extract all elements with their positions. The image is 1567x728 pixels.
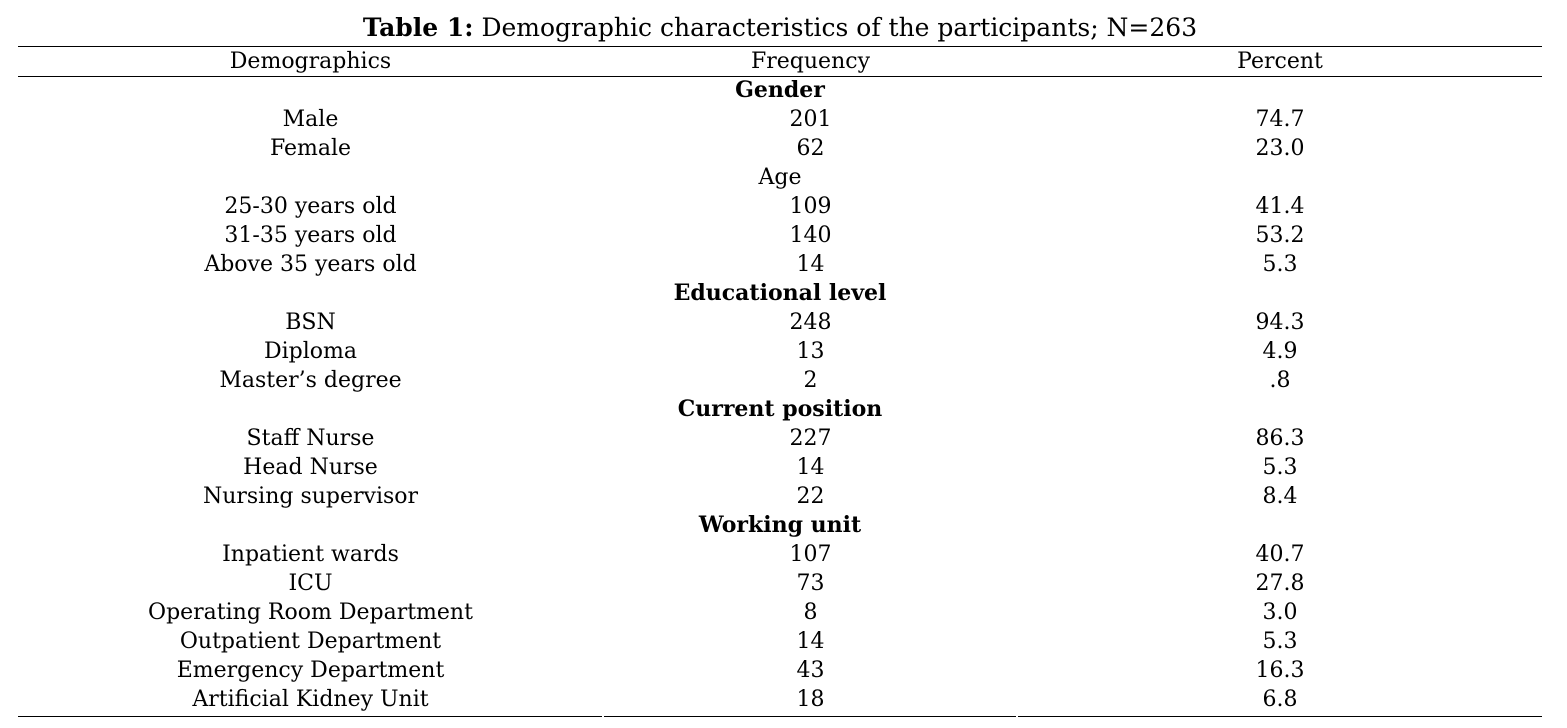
table-body — [18, 76, 1542, 714]
row-label: 31-35 years old — [224, 223, 397, 248]
bottom-rule-col3 — [1018, 716, 1542, 717]
group-title: Gender — [735, 77, 825, 103]
table-row — [18, 627, 1542, 656]
row-frequency: 109 — [789, 194, 832, 219]
row-percent: 8.4 — [1262, 484, 1298, 509]
row-percent: .8 — [1269, 368, 1291, 393]
row-frequency: 140 — [789, 223, 832, 248]
row-label: BSN — [285, 310, 336, 335]
row-label: Male — [282, 107, 339, 132]
row-percent: 5.3 — [1262, 455, 1298, 480]
row-percent: 86.3 — [1255, 426, 1305, 451]
group-title: Educational level — [673, 280, 887, 306]
row-frequency: 18 — [796, 687, 825, 712]
table-row — [18, 366, 1542, 395]
group-header-row — [18, 279, 1542, 308]
row-percent: 40.7 — [1255, 542, 1305, 567]
header-demographics: Demographics — [229, 49, 392, 74]
row-label: Artificial Kidney Unit — [192, 687, 429, 712]
table-caption-label: Table 1: — [362, 13, 474, 42]
bottom-rule-col1 — [18, 716, 602, 717]
group-header-row — [18, 163, 1542, 192]
table-row — [18, 685, 1542, 714]
row-percent: 16.3 — [1255, 658, 1305, 683]
group-header-row — [18, 76, 1542, 105]
row-percent: 3.0 — [1262, 600, 1298, 625]
row-label: Emergency Department — [176, 658, 445, 683]
row-frequency: 201 — [789, 107, 832, 132]
row-percent: 5.3 — [1262, 629, 1298, 654]
table-row — [18, 221, 1542, 250]
row-percent: 94.3 — [1255, 310, 1305, 335]
table-row — [18, 598, 1542, 627]
row-label: 25-30 years old — [224, 194, 397, 219]
table-row — [18, 453, 1542, 482]
row-label: Master’s degree — [219, 368, 402, 393]
demographics-table — [18, 47, 1542, 714]
row-label: Above 35 years old — [204, 252, 417, 277]
table-row — [18, 105, 1542, 134]
row-frequency: 248 — [789, 310, 832, 335]
row-frequency: 14 — [796, 455, 825, 480]
group-title: Age — [758, 165, 802, 190]
row-label: Outpatient Department — [179, 629, 442, 654]
row-label: Operating Room Department — [148, 600, 473, 625]
row-frequency: 14 — [796, 629, 825, 654]
table-header-row — [18, 47, 1542, 76]
table-row — [18, 250, 1542, 279]
row-percent: 5.3 — [1262, 252, 1298, 277]
row-percent: 4.9 — [1262, 339, 1298, 364]
row-label: Nursing supervisor — [202, 484, 419, 509]
row-frequency: 227 — [789, 426, 832, 451]
header-percent: Percent — [1237, 49, 1323, 74]
bottom-rule-col2 — [604, 716, 1016, 717]
group-header-row — [18, 511, 1542, 540]
row-label: Diploma — [263, 339, 358, 364]
row-label: Inpatient wards — [222, 542, 399, 567]
row-frequency: 13 — [796, 339, 825, 364]
table-row — [18, 192, 1542, 221]
row-frequency: 43 — [796, 658, 825, 683]
row-frequency: 14 — [796, 252, 825, 277]
table-row — [18, 424, 1542, 453]
row-percent: 41.4 — [1255, 194, 1305, 219]
row-frequency: 107 — [789, 542, 832, 567]
table-row — [18, 569, 1542, 598]
table-row — [18, 134, 1542, 163]
table-row — [18, 540, 1542, 569]
group-title: Current position — [677, 396, 883, 422]
table-row — [18, 337, 1542, 366]
row-percent: 23.0 — [1255, 136, 1305, 161]
row-percent: 53.2 — [1255, 223, 1305, 248]
row-label: Head Nurse — [243, 455, 378, 480]
table-row — [18, 482, 1542, 511]
row-label: ICU — [288, 571, 333, 596]
table-caption — [0, 12, 1560, 44]
row-frequency: 62 — [796, 136, 825, 161]
row-percent: 74.7 — [1255, 107, 1305, 132]
table-row — [18, 308, 1542, 337]
row-frequency: 22 — [796, 484, 825, 509]
table-caption-text: Demographic characteristics of the participants; N=263 — [473, 13, 1198, 42]
header-frequency: Frequency — [751, 49, 870, 74]
row-frequency: 8 — [803, 600, 818, 625]
row-frequency: 2 — [803, 368, 818, 393]
row-percent: 27.8 — [1255, 571, 1305, 596]
row-label: Female — [269, 136, 352, 161]
table-row — [18, 656, 1542, 685]
row-label: Staff Nurse — [246, 426, 375, 451]
row-percent: 6.8 — [1262, 687, 1298, 712]
group-title: Working unit — [698, 512, 862, 538]
group-header-row — [18, 395, 1542, 424]
row-frequency: 73 — [796, 571, 825, 596]
